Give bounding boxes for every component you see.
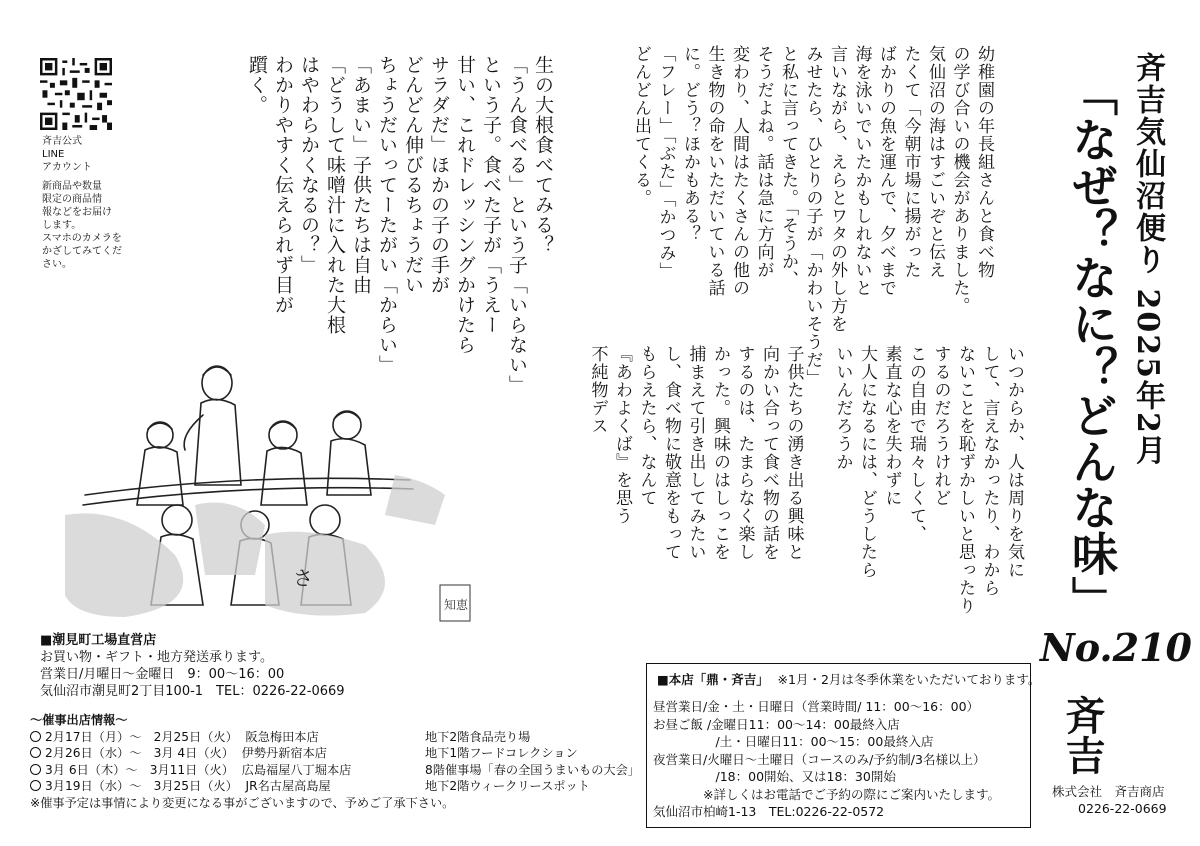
- article-column: どんどん出てくる。: [631, 45, 651, 207]
- main-store-note: ※1月・2月は冬季休業をいただいております。: [777, 672, 1041, 687]
- article-column: 向かい合って食べ物の話を: [759, 345, 779, 561]
- article-column: 生の大根食べてみる？: [532, 55, 554, 255]
- article-column: 生き物の命をいただいている話: [704, 45, 725, 297]
- main-store-title: ■本店「鼎・斉吉」: [657, 672, 769, 687]
- event-note: ※催事予定は事情により変更になる事がございますので、予めご了承下さい。: [30, 795, 455, 810]
- issue-number: No.210: [1040, 625, 1192, 670]
- qr-caption-line: アカウント: [42, 162, 92, 173]
- article-column: ばかりの魚を運んで、夕べまで: [876, 45, 896, 297]
- article-column: の学び合いの機会がありました。: [949, 45, 970, 315]
- company-logo: 斉吉: [1059, 695, 1106, 775]
- main-store-line: /土・日曜日11：00～15：00最終入店: [653, 734, 934, 749]
- company-name: 株式会社 斉吉商店: [1052, 784, 1165, 799]
- main-store-line: /18：00開始、又は18：30開始: [653, 769, 896, 784]
- issue-title: 斉吉気仙沼便り 2025年2月: [1130, 52, 1165, 467]
- factory-shop-line: 営業日/月曜日～金曜日 9：00～16：00: [40, 667, 285, 682]
- qr-note-line: さい。: [42, 259, 72, 270]
- factory-shop-title: ■潮見町工場直営店: [40, 633, 157, 648]
- illustration-seal: 知恵: [444, 598, 469, 612]
- article-column: いつからか、人は周りを気に: [1004, 345, 1024, 579]
- main-store-box: [646, 663, 1041, 828]
- article-column: して、言えなかったり、わから: [979, 345, 1000, 597]
- circle-bullet-icon: [30, 747, 41, 758]
- article-column: かった。興味のはしっこを: [710, 345, 730, 561]
- qr-note-line: します。: [42, 220, 82, 231]
- event-date: 2月17日（月）～ 2月25日（火）: [45, 729, 238, 744]
- article-column: 海を泳いでいたかもしれないと: [851, 45, 872, 297]
- article-column: 大人になるには、どうしたら: [857, 345, 877, 579]
- article-column: 捕まえて引き出してみたい: [685, 345, 706, 561]
- event-floor: 地下2階ウィークリースポット: [425, 779, 590, 794]
- factory-shop-line: 気仙沼市潮見町2丁目100-1 TEL：0226-22-0669: [40, 684, 345, 699]
- event-date: 3月19日（水）～ 3月25日（火）: [45, 779, 238, 794]
- event-row: [30, 729, 640, 746]
- event-store: 伊勢丹新宿本店: [241, 746, 327, 761]
- article-column: 甘い、これドレッシングかけたら: [454, 55, 476, 355]
- qr-code: [40, 58, 112, 130]
- qr-caption-line: 斉吉公式: [42, 136, 82, 147]
- article-column: 「あまい」子供たちは自由: [350, 55, 372, 295]
- main-store-header: [657, 670, 1040, 688]
- article-column: みせたら、ひとりの子が「かわいそうだ」: [802, 45, 823, 387]
- event-floor: 8階催事場「春の全国うまいもの大会」: [425, 762, 640, 777]
- article-column: サラダだ」ほかの子の手が: [428, 55, 450, 295]
- article-column: たくて「今朝市場に揚がった: [900, 45, 921, 279]
- article-column: 『あわよくば』を思う: [612, 345, 632, 525]
- article-column: に。どう？ほかもある？: [680, 45, 700, 243]
- article-column: 不純物デス: [587, 345, 608, 435]
- article-column: 子供たちの湧き出る興味と: [783, 345, 804, 561]
- qr-note-line: スマホのカメラを: [42, 233, 122, 244]
- company-info: [1052, 783, 1167, 817]
- qr-caption-line: LINE: [42, 149, 65, 160]
- main-store-details: [653, 698, 1000, 821]
- event-date: 3月 6日（木）～ 3月11日（火）: [45, 762, 234, 777]
- article-column: 変わり、人間はたくさんの他の: [729, 45, 749, 297]
- article-column: はやわらかくなるの？」: [298, 55, 320, 275]
- page-heading: 「なぜ？なに？どんな味」: [1065, 70, 1119, 622]
- event-store: JR名古屋高島屋: [245, 779, 331, 794]
- circle-bullet-icon: [30, 731, 41, 742]
- article-column: し、食べ物に敬意をもって: [661, 345, 681, 561]
- article-column: ないことを恥ずかしいと思ったり: [955, 345, 975, 615]
- children-illustration: [65, 355, 485, 625]
- illustration-caption: さ: [293, 566, 313, 590]
- event-row: [30, 745, 640, 762]
- article-column: どんどん伸びるちょうだい: [402, 55, 424, 295]
- article-column: 素直な心を失わずに: [881, 345, 902, 507]
- event-store: 阪急梅田本店: [245, 729, 319, 744]
- article-column: そうだよね。話は急に方向が: [753, 45, 774, 279]
- article-column: わかりやすく伝えられず目が: [272, 55, 294, 315]
- article-column: もらえたら、なんて: [636, 345, 657, 507]
- qr-note-line: 限定の商品情: [42, 194, 102, 205]
- qr-caption: [42, 135, 122, 271]
- article-column: 言いながら、えらとワタの外し方を: [827, 45, 847, 333]
- circle-bullet-icon: [30, 764, 41, 775]
- event-schedule: [30, 712, 640, 812]
- event-table: [30, 729, 640, 795]
- factory-shop-line: お買い物・ギフト・地方発送承ります。: [40, 650, 273, 665]
- article-column: 躓く。: [246, 55, 268, 115]
- event-row: [30, 762, 640, 779]
- qr-note-line: 報などをお届け: [42, 207, 112, 218]
- article-column: この自由で瑞々しくて、: [906, 345, 926, 543]
- event-schedule-title: ～催事出店情報～: [30, 713, 128, 727]
- article-column: と私に言ってきた。「そうか、: [778, 45, 798, 289]
- event-store: 広島福屋八丁堀本店: [241, 762, 352, 777]
- main-store-line: 夜営業日/火曜日～土曜日（コースのみ/予約制/3名様以上）: [653, 751, 986, 767]
- company-tel: 0226-22-0669: [1078, 801, 1167, 816]
- main-store-line: ※詳しくはお電話でご予約の際にご案内いたします。: [653, 786, 1000, 802]
- article-column: 気仙沼の海はすごいぞと伝え: [925, 45, 945, 279]
- article-column: 「フレー」「ぶた」「かつみ」: [655, 45, 676, 280]
- event-floor: 地下2階食品売り場: [425, 729, 531, 744]
- event-date: 2月26日（水）～ 3月 4日（火）: [45, 746, 234, 761]
- article-column: 幼稚園の年長組さんと食べ物: [974, 45, 994, 279]
- article-column: という子。食べた子が「うえー: [480, 55, 502, 335]
- article-column: 「どうして味噌汁に入れた大根: [324, 55, 346, 335]
- article-column: 「うん食べる」という子「いらない」: [506, 55, 528, 395]
- qr-note-line: かざしてみてくだ: [42, 246, 122, 257]
- factory-shop-info: [40, 632, 345, 700]
- article-column: するのは、たまらなく楽し: [734, 345, 755, 561]
- main-store-line: お昼ご飯 /金曜日11：00～14：00最終入店: [653, 716, 900, 732]
- main-store-line: 気仙沼市柏崎1-13 TEL:0226-22-0572: [653, 804, 885, 819]
- circle-bullet-icon: [30, 780, 41, 791]
- article-column: ちょうだいってーたがい「からい」: [376, 55, 398, 375]
- main-store-line: 昼営業日/金・土・日曜日（営業時間/ 11：00～16：00）: [653, 699, 980, 714]
- event-floor: 地下1階フードコレクション: [425, 746, 578, 761]
- article-column: するのだろうけれど: [930, 345, 951, 507]
- event-row: [30, 778, 640, 795]
- qr-note-line: 新商品や数量: [42, 181, 102, 192]
- article-column: いいんだろうか: [832, 345, 853, 471]
